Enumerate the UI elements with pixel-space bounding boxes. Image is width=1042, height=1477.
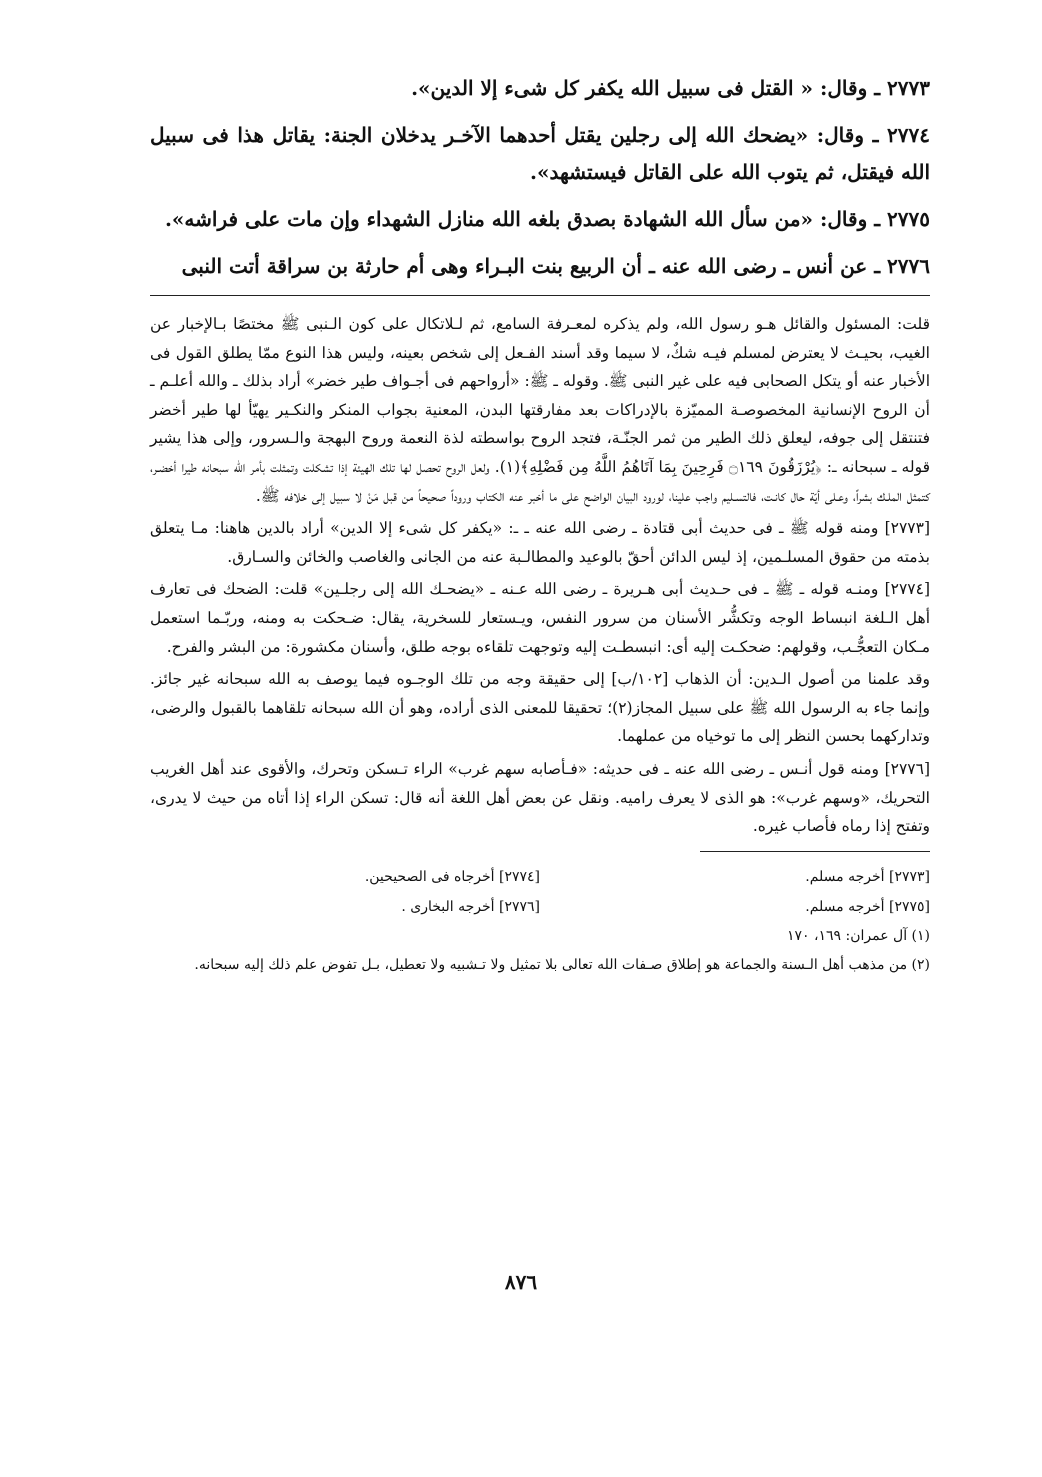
footnote-ref: [٢٧٧٥] أخرجه مسلم. [805, 898, 930, 915]
hadith-number: ٢٧٧٣ ـ [874, 76, 930, 100]
hadith-number: ٢٧٧٥ ـ [874, 207, 930, 231]
hadith-number: ٢٧٧٤ ـ [872, 123, 931, 147]
commentary-paragraph: وقد علمنا من أصول الـدين: أن الذهاب [١٠٢/ب] إلى حقيقة وجه من تلك الوجـوه فيما يوصف به الله سبحانه غير جائز. وإنما جاء به الرسول الله ﷺ على سبيل المجاز(٢)؛ تحقيقا للمعنى الذى أراده، وهو أن الله سبحانه تلقاهما بالقبول والرضى، وتداركهما بحسن النظر إلى ما توخياه من عملهما. [150, 670, 931, 746]
footnote-ref: [٢٧٧٤] أخرجاه فى الصحيحين. [364, 868, 540, 885]
hadith-2774 [150, 117, 930, 191]
hadith-2773 [150, 70, 930, 107]
commentary-paragraph: [٢٧٧٤] ومنـه قوله ـ ﷺ ـ فى حـديث أبى هـريرة ـ رضى الله عـنه ـ «يضحـك الله إلى رجلـين» قلت: الضحك فى تعارف أهل الـلغة انبساط الوجه وتكشُّر الأسنان من سرور النفس، ويـستعار للسخرية، يقال: ضـحكت به ومنه، وربّـما استعمل مـكان التعجُّـب، وقولهم: ضحكـت إليه أى: انبسطـت إليه وتوجهت تلقاءه بوجه طلق، وأسنان مكشورة: من البشر والفرح. [150, 580, 930, 656]
footnote-note: (٢) من مذهب أهل الـسنة والجماعة هو إطلاق صـفات الله تعالى بلا تمثيل ولا تـشبيه ولا تعطيل، بـل تفوض علم ذلك إليه سبحانه. [194, 956, 930, 973]
hadith-text: وقال: «يضحك الله إلى رجلين يقتل أحدهما الآخـر يدخلان الجنة: يقاتل هذا فى سبيل الله فيقتل، ثم يتوب الله على القاتل فيستشهد». [150, 123, 930, 184]
commentary-paragraph: [٢٧٧٦] ومنه قول أنـس ـ رضى الله عنه ـ فى حديثه: «فـأصابه سهم غرب» الراء تـسكن وتحرك، والأقوى عند أهل الغريب التحريك، «وسهم غرب»: هو الذى لا يعرف راميه. ونقل عن بعض أهل اللغة أنه قال: تسكن الراء إذا أتاه من حيث لا يدرى، وتفتح إذا رماه فأصاب غيره. [150, 759, 930, 836]
footnote-references [150, 862, 930, 922]
hadith-text: وقال: «من سأل الله الشهادة بصدق بلغه الله منازل الشهداء وإن مات على فراشه». [164, 207, 868, 231]
footnote-ref: [٢٧٧٦] أخرجه البخارى . [401, 898, 540, 915]
footnote-refs-right [540, 862, 930, 922]
hadith-2775 [150, 201, 930, 238]
hadith-number: ٢٧٧٦ ـ [874, 254, 930, 278]
commentary-paragraph: [٢٧٧٣] ومنه قوله ﷺ ـ فى حديث أبى قتادة ـ رضى الله عنه ـ ـ: «يكفر كل شىء إلا الدين» أراد بالدين هاهنا: مـا يتعلق بذمته من حقوق المسلـمين، إذ ليس الدائن أحقّ بالوعيد والمطالـبة عنه من الجانى والغاصب والخائن والسـارق. [150, 519, 930, 566]
section-divider [150, 295, 930, 296]
footnote-divider [700, 851, 930, 852]
page-number: ٨٧٦ [504, 1270, 538, 1294]
hadith-section [150, 70, 930, 285]
hadith-text: عن أنس ـ رضى الله عنه ـ أن الربيع بنت البـراء وهى أم حارثة بن سراقة أتت النبى [181, 254, 868, 278]
footnote-ref: [٢٧٧٣] أخرجه مسلم. [805, 868, 930, 885]
document-page [150, 70, 930, 1420]
commentary-paragraph: قلت: المسئول والقائل هـو رسول الله، ولم يذكره لمعـرفة السامع، ثم لـلاتكال على كون الـنبى ﷺ مختصًا بـالإخبار عن الغيب، بحيـث لا يعترض لمسلم فيـه شكٌ، لا سيما وقد أسند الفـعل إلى شخص بعينه، وليس هذا النوع ممّا يطلق القول فى الأخبار عنه أو يتكل الصحابى فيه على غير النبى ﷺ. وقوله ـ ﷺ: «أرواحهم فى أجـواف طير خضر» أراد بذلك ـ والله أعلـم ـ أن الروح الإنسانية المخصوصـة المميّزة بالإدراكات بعد مفارقتها البدن، المعنية بجواب المنكر والنكـير يهيّأ لها طير أخضر فتنتقل إلى جوفه، ليعلق ذلك الطير من ثمر الجنّـة، فتجد الروح بواسطته لذة النعمة وروح البهجة والـسرور، وإلى هذا يشير قوله ـ سبحانه ـ: ﴿يُرْزَقُونَ ۝١٦٩ فَرِحِينَ بِمَا آتَاهُمُ اللَّهُ مِن فَضْلِهِ﴾(١). ولعل الروح تحصل لها تلك الهيئة إذا تشكلت وتمثلت بأمر الله سبحانه طيرا أخضـر، كتمثل الملـك بشراً، وعـلى أيّة حال كانـت، فالتسـليم واجب علينا، لورود البيان الواضح على ما أخبر عنه الكتاب وروداً صحيحاً من قبل مَنْ لا سبيل إلى خلافه ﷺ. [150, 315, 930, 505]
hadith-2776 [150, 248, 930, 285]
hadith-text: وقال: « القتل فى سبيل الله يكفر كل شىء إلا الدين». [411, 76, 868, 100]
footnote-refs-left [150, 862, 540, 922]
commentary-section [150, 310, 930, 841]
footnote-note: (١) آل عمران: ١٦٩، ١٧٠ [786, 927, 930, 944]
footnotes [150, 862, 930, 980]
